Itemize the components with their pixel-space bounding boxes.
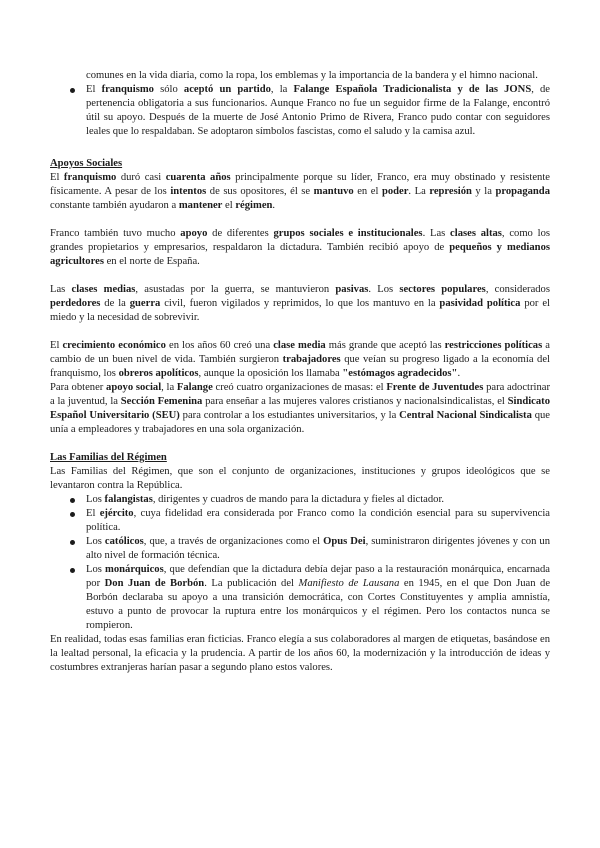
intro-list <box>50 83 550 139</box>
list-item: Los falangistas, dirigentes y cuadros de mando para la dictadura y fieles al dictador. <box>50 493 550 507</box>
list-item: El franquismo sólo aceptó un partido, la Falange Española Tradicionalista y de las JONS, de pertenencia obligatoria a sus funcionarios. Aunque Franco no fue un seguidor firme de la Falange, encontró útil su apoyo. Después de la muerte de José Antonio Primo de Rivera, Franco pudo contar con seguidores leales que lo respaldaban. Se adoptaron símbolos fascistas, como el saludo y la camisa azul. <box>50 83 550 139</box>
paragraph: Las Familias del Régimen, que son el conjunto de organizaciones, instituciones y grupos ideológicos que se levantaron contra la República. <box>50 466 550 491</box>
familias-list <box>50 493 550 633</box>
section-heading-familias: Las Familias del Régimen <box>50 452 167 463</box>
section-heading-apoyos: Apoyos Sociales <box>50 158 123 169</box>
list-item: El ejército, cuya fidelidad era considerada por Franco como la condición esencial para su supervivencia política. <box>50 507 550 535</box>
bullet-icon <box>70 540 75 545</box>
intro-continuation: comunes en la vida diaria, como la ropa, los emblemas y la importancia de la bandera y el himno nacional. <box>86 70 538 81</box>
paragraph: Franco también tuvo mucho apoyo de diferentes grupos sociales e institucionales. Las clases altas, como los grandes propietarios y empresarios, respaldaron la dictadura. También recibió apoyo de pequeños y medianos agricultores en el norte de España. <box>50 228 550 267</box>
paragraph: El crecimiento económico en los años 60 creó una clase media más grande que aceptó las restricciones políticas a cambio de un buen nivel de vida. También surgieron trabajadores que veían su progreso ligado a la economía del franquismo, los obreros apolíticos, aunque la oposición los llamaba "estómagos agradecidos". <box>50 340 550 379</box>
paragraph: Para obtener apoyo social, la Falange creó cuatro organizaciones de masas: el Frente de Juventudes para adoctrinar a la juventud, la Sección Femenina para enseñar a las mujeres valores cristianos y nacionalsindicalistas, el Sindicato Español Universitario (SEU) para controlar a los estudiantes universitarios, y la Central Nacional Sindicalista que unía a empleadores y trabajadores en una sola organización. <box>50 382 550 435</box>
bullet-icon <box>70 498 75 503</box>
document-body <box>50 69 550 675</box>
bullet-icon <box>70 88 75 93</box>
paragraph: Las clases medias, asustadas por la guerra, se mantuvieron pasivas. Los sectores populares, considerados perdedores de la guerra civil, fueron vigilados y reprimidos, lo que los mantuvo en la pasividad política por el miedo y la necesidad de sobrevivir. <box>50 284 550 323</box>
list-item: Los católicos, que, a través de organizaciones como el Opus Dei, suministraron dirigentes jóvenes y con un alto nivel de formación técnica. <box>50 535 550 563</box>
paragraph: El franquismo duró casi cuarenta años principalmente porque su líder, Franco, era muy obstinado y resistente físicamente. A pesar de los intentos de sus opositores, él se mantuvo en el poder. La represión y la propaganda constante también ayudaron a mantener el régimen. <box>50 172 550 211</box>
list-item: Los monárquicos, que defendían que la dictadura debía dejar paso a la restauración monárquica, encarnada por Don Juan de Borbón. La publicación del Manifiesto de Lausana en 1945, en el que Don Juan de Borbón declaraba su apoyo a una transición democrática, con Cortes Constituyentes y amplia amnistía, estuvo a punto de provocar la ruptura entre los monárquicos y el régimen. Pero los contactos nunca se rompieron. <box>50 563 550 633</box>
paragraph: En realidad, todas esas familias eran ficticias. Franco elegía a sus colaboradores al margen de etiquetas, basándose en la lealtad personal, la eficacia y la prudencia. A partir de los años 60, la modernización y la introducción de ideas y costumbres extranjeras harían pasar a segundo plano estos valores. <box>50 634 550 673</box>
bullet-icon <box>70 512 75 517</box>
bullet-icon <box>70 568 75 573</box>
